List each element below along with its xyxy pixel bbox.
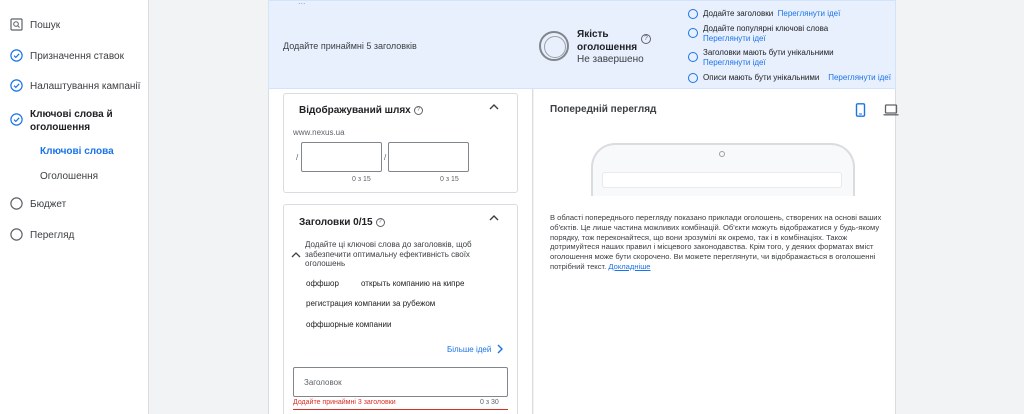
path2-input[interactable]	[388, 142, 469, 172]
quality-status: Не завершено	[577, 54, 644, 65]
display-path-title-text: Відображуваний шлях	[299, 105, 411, 116]
sidebar-item-label: Призначення ставок	[30, 51, 124, 62]
chevron-up-icon[interactable]	[489, 213, 499, 223]
sidebar-item-label: Налаштування кампанії	[30, 81, 141, 92]
chevron-up-icon[interactable]	[489, 102, 499, 112]
view-ideas-link[interactable]: Переглянути ідеї	[828, 73, 891, 82]
tip-item	[703, 24, 828, 44]
next-input-edge	[293, 409, 508, 414]
preview-title: Попередній перегляд	[550, 104, 657, 115]
headline-counter: 0 з 30	[480, 399, 499, 406]
sidebar-item-search[interactable]	[0, 17, 149, 33]
help-icon[interactable]: ?	[376, 218, 385, 227]
check-circle-icon	[10, 79, 23, 92]
chevron-right-icon[interactable]	[495, 344, 505, 354]
tip-text: Описи мають бути унікальними	[703, 73, 820, 82]
headline-error: Додайте принаймні 3 заголовки	[293, 399, 396, 406]
more-ideas-link[interactable]: Більше ідей	[447, 345, 492, 354]
check-circle-icon	[10, 113, 23, 126]
display-domain: www.nexus.ua	[293, 128, 345, 137]
quality-gauge-icon	[539, 31, 569, 61]
sidebar-item-keywords-ads[interactable]	[0, 108, 149, 136]
learn-more-link[interactable]: Докладніше	[608, 261, 651, 271]
path1-counter: 0 з 15	[352, 176, 371, 183]
chevron-up-icon[interactable]	[291, 250, 301, 260]
phone-camera-icon	[719, 151, 725, 157]
headline-placeholder: Заголовок	[304, 378, 342, 387]
quality-title: Якість оголошення	[577, 29, 638, 53]
keyword-hint: Додайте ці ключові слова до заголовків, щоб забезпечити оптимальну ефективність своїх оголошень	[305, 240, 472, 268]
view-ideas-link[interactable]: Переглянути ідеї	[703, 34, 766, 43]
tip-circle-icon	[688, 9, 698, 19]
desktop-icon[interactable]	[883, 104, 899, 116]
sidebar-item-label: Пошук	[30, 20, 61, 31]
tip-item	[703, 73, 891, 83]
check-circle-icon	[10, 49, 23, 62]
headlines-title	[299, 217, 385, 228]
sidebar-item-bidding[interactable]	[0, 48, 149, 64]
sidebar-subitem-keywords[interactable]: Ключові слова	[40, 146, 114, 157]
tip-item	[703, 9, 840, 19]
preview-description	[550, 213, 890, 272]
tip-text: Додайте заголовки	[703, 9, 774, 18]
view-ideas-link[interactable]: Переглянути ідеї	[777, 9, 841, 18]
sidebar-item-campaign-settings[interactable]	[0, 78, 149, 94]
tip-circle-icon	[688, 52, 698, 62]
keyword-suggestion[interactable]: регистрация компании за рубежом	[306, 299, 436, 308]
tip-circle-icon	[688, 73, 698, 83]
tip-item	[703, 48, 834, 68]
path1-input[interactable]	[301, 142, 382, 172]
phone-search-bar	[602, 172, 842, 188]
view-ideas-link[interactable]: Переглянути ідеї	[703, 58, 766, 67]
help-icon[interactable]: ?	[641, 34, 651, 44]
sidebar	[0, 0, 149, 414]
path-separator: /	[296, 153, 299, 162]
keyword-suggestion[interactable]: оффшор	[306, 279, 339, 288]
keyword-suggestion[interactable]: оффшорные компании	[306, 320, 392, 329]
sidebar-subitem-ads[interactable]: Оголошення	[40, 171, 99, 182]
sidebar-item-label: Бюджет	[30, 199, 67, 210]
path-separator: /	[384, 153, 387, 162]
sidebar-item-label: Перегляд	[30, 230, 75, 241]
sidebar-item-label: Ключові слова й оголошення	[30, 109, 113, 133]
sidebar-item-budget[interactable]	[0, 196, 149, 212]
empty-circle-icon	[10, 197, 23, 210]
search-box-icon	[10, 18, 23, 31]
cut-off-text: ...	[298, 0, 306, 6]
path2-counter: 0 з 15	[440, 176, 459, 183]
mobile-icon[interactable]	[855, 103, 866, 117]
tip-text: Додайте популярні ключові слова	[703, 24, 829, 33]
keyword-suggestion[interactable]: открыть компанию на кипре	[361, 279, 465, 288]
quality-prompt: Додайте принаймні 5 заголовків	[283, 41, 417, 51]
preview-description-text: В області попереднього перегляду показано приклади оголошень, створених на основі ваших об'єктів. Це лише частина можливих комбінацій. Об'єкти можуть відображатися у будь-якому порядку, тож переконайтеся, що вони зрозумілі як окремо, так і в комбінаціях. Також дотримуйтеся наших правил і місцевого законодавства. Крім того, у деяких форматах вміст оголошення може бути скорочено. Ви можете переглянути, чи відображається в оголошенні потрібний текст.	[550, 213, 882, 271]
headlines-title-text: Заголовки 0/15	[299, 217, 373, 228]
help-icon[interactable]: ?	[414, 106, 423, 115]
tip-text: Заголовки мають бути унікальними	[703, 48, 834, 57]
tip-circle-icon	[688, 28, 698, 38]
sidebar-item-review[interactable]	[0, 227, 149, 243]
display-path-title	[299, 105, 423, 116]
empty-circle-icon	[10, 228, 23, 241]
